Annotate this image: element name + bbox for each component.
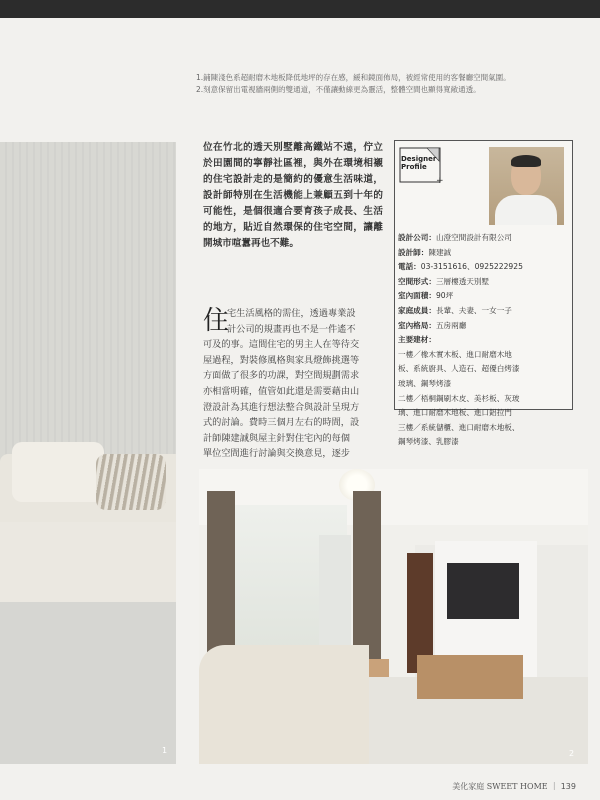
body-line: 方面做了很多的功課，對空間規劃需求 <box>203 370 360 382</box>
living-room-sofa-photo <box>0 142 176 764</box>
tv-console <box>417 655 523 699</box>
window-sheer <box>319 535 351 655</box>
profile-row-designer: 設計師：陳建誠 <box>398 247 452 257</box>
caption-2: 2.刻意保留出電視牆兩側的雙通道，不僅讓動線更為靈活，整體空間也顯得寬敞通透。 <box>196 85 481 94</box>
body-line: 可及的事。這間住宅的男主人在等待交 <box>203 339 360 351</box>
caption-1: 1.鋪陳淺色系超耐磨木地板降低地坪的存在感，緩和鏡面佈局，被經常使用的客餐廳空間氣圍。 <box>196 73 511 82</box>
photo-number-2: 2 <box>569 749 575 758</box>
profile-row-space-type: 空間形式：三層樓透天別墅 <box>398 276 490 286</box>
designer-profile-box <box>394 140 573 447</box>
body-line: 亦相當明確，值管如此還是需要藉由山 <box>203 385 360 397</box>
sofa-seat <box>0 522 176 602</box>
sofa <box>199 645 369 764</box>
svg-text:+: + <box>436 176 443 185</box>
body-line: 單位空間進行討論與交換意見，逐步 <box>203 448 350 460</box>
tag-line-2: Profile <box>401 163 427 171</box>
material-line: 鋼琴烤漆、乳膠漆 <box>398 437 459 447</box>
magazine-brand: SWEET HOME <box>486 782 548 791</box>
material-line: 一樓／橡木實木板、進口耐磨木地 <box>398 349 512 359</box>
drop-cap: 住 <box>203 306 230 336</box>
profile-row-company: 設計公司：山澄空間設計有限公司 <box>398 233 512 242</box>
material-line: 三樓／系統儲櫃、進口耐磨木地板、 <box>398 422 520 432</box>
material-line: 二樓／梧桐鋼刷木皮、美杉板、灰玻 <box>398 393 520 403</box>
footer-separator: ｜ <box>550 782 559 791</box>
television <box>447 563 519 619</box>
profile-row-area: 室內面積：90坪 <box>398 291 454 301</box>
tag-line-1: Designer <box>401 155 437 163</box>
profile-tag-text <box>401 155 436 171</box>
designer-profile-tag <box>399 147 443 185</box>
body-line: 宅生活風格的需住，透過專業設 <box>227 308 356 319</box>
curtain <box>0 142 176 462</box>
body-paragraph <box>203 306 383 462</box>
body-line: 屋過程，對裝修風格與家具燈飾挑選等 <box>203 354 360 366</box>
portrait-hair <box>511 155 541 167</box>
page-footer <box>452 781 576 792</box>
portrait-shirt <box>495 195 557 225</box>
material-line: 玻璃、鋼琴烤漆 <box>398 378 452 388</box>
materials-list <box>398 348 570 450</box>
profile-row-family: 家庭成員：長輩、夫妻、一女一子 <box>398 305 512 315</box>
cushion <box>12 442 104 502</box>
profile-row-phone: 電話：03-3151616、0925222925 <box>398 262 523 272</box>
material-line: 板、系統廚具、人造石、超優白烤漆 <box>398 364 520 374</box>
photo-number-1: 1 <box>162 746 168 755</box>
body-line: 計公司的規畫再也不是一件遙不 <box>227 323 356 335</box>
designer-portrait <box>489 147 564 225</box>
body-line: 計師陳建誠與屋主針對住宅內的每個 <box>203 432 350 444</box>
profile-row-materials: 主要建材： <box>398 335 436 345</box>
page-number: 139 <box>560 782 576 791</box>
living-room-tv-wall-photo <box>199 469 588 764</box>
body-line: 澄設計為其進行想法整合與設計呈現方 <box>203 401 360 413</box>
profile-row-layout: 室內格局：五房兩廳 <box>398 320 467 330</box>
intro-paragraph: 位在竹北的透天別墅離高鐵站不遠，佇立於田園間的寧靜社區裡，與外在環境相襯的住宅設計走的是簡約的優意生活味道，設計師特別在生活機能上兼顧五到十年的可能性，是個很適合要育孩子成長、生活的地方，貼近自然環保的住宅空間，讓離開城市喧囂再也不難。 <box>203 142 383 249</box>
floor <box>0 602 176 764</box>
material-line: 璃、進口耐磨木地板、進口鋁拉門 <box>398 408 512 418</box>
top-bar <box>0 0 600 18</box>
photo-captions <box>196 72 576 96</box>
striped-pillow <box>96 454 166 510</box>
body-line: 式的討論。費時三個月左右的時間，設 <box>203 417 360 429</box>
magazine-name-cn: 美化家庭 <box>452 782 485 791</box>
profile-details <box>398 231 570 450</box>
